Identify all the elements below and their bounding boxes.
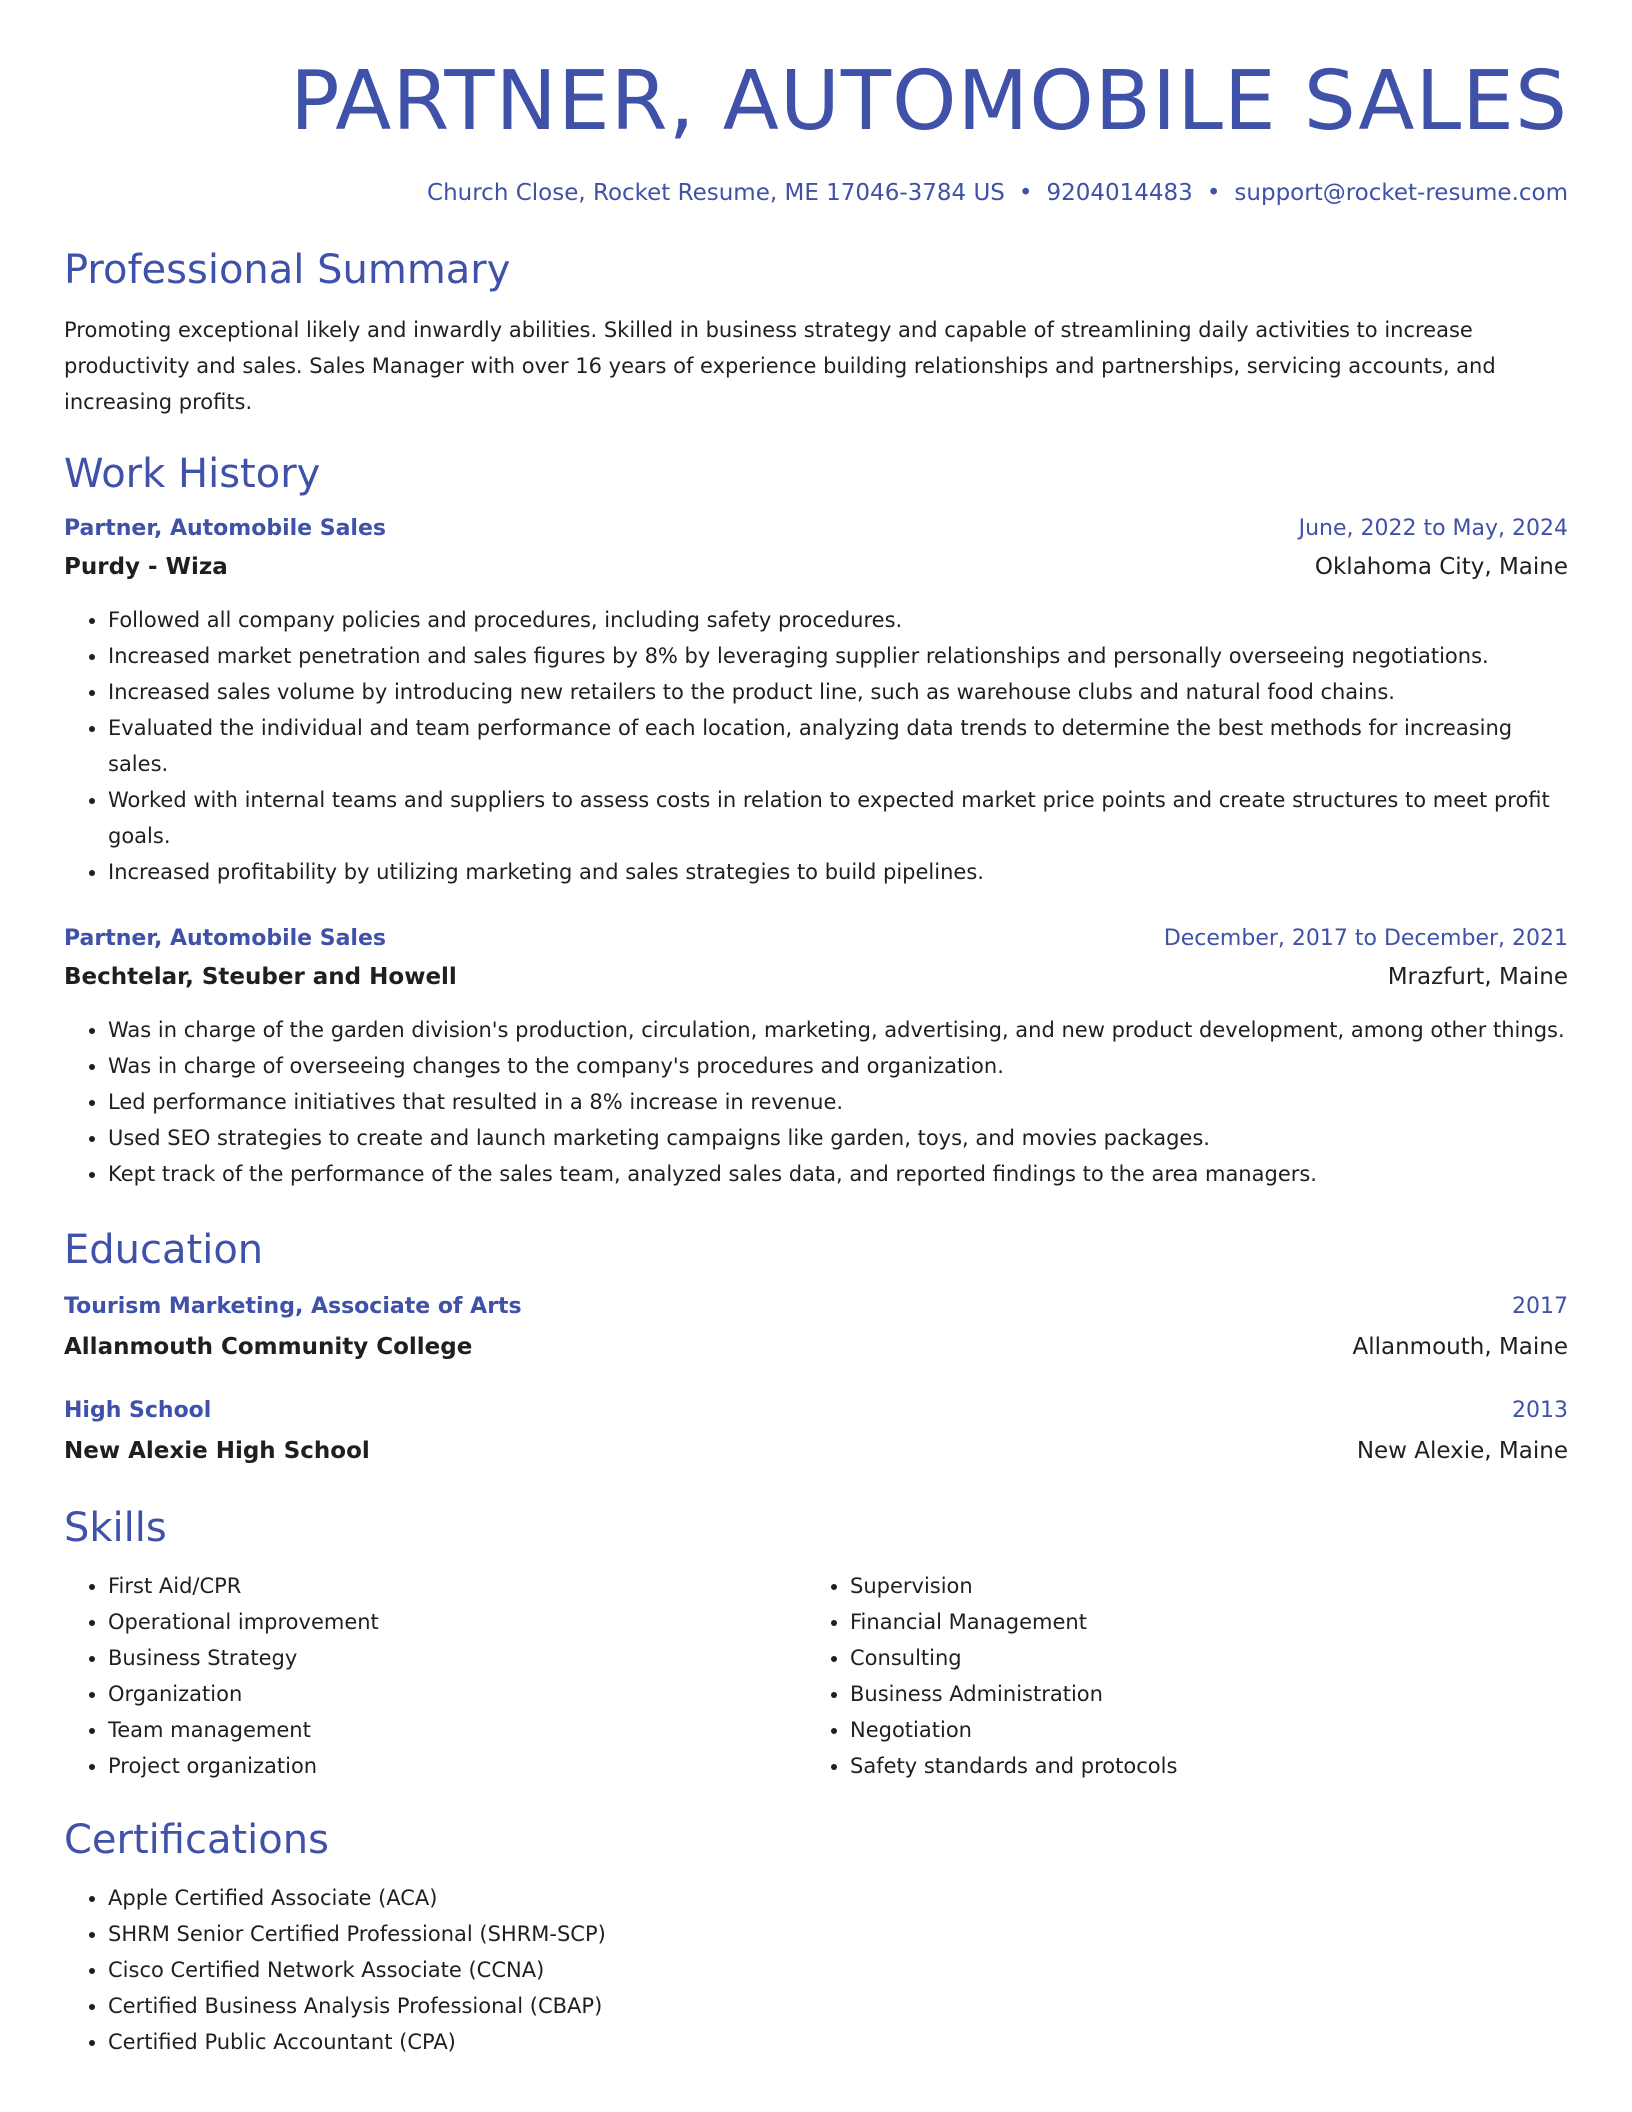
skill-item: • Supervision bbox=[850, 1568, 1548, 1604]
list-item: • Followed all company policies and procedures, including safety procedures. bbox=[108, 602, 1568, 638]
job-header-row bbox=[64, 920, 1568, 958]
contact-address: Church Close, Rocket Resume, ME 17046-3784 US bbox=[427, 180, 1005, 206]
education-degree: High School bbox=[64, 1398, 212, 1423]
education-school: Allanmouth Community College bbox=[64, 1334, 473, 1360]
certification-item: • SHRM Senior Certified Professional (SHRM-SCP) bbox=[108, 1916, 1568, 1952]
skill-item: • First Aid/CPR bbox=[108, 1568, 806, 1604]
certification-item: • Cisco Certified Network Associate (CCNA) bbox=[108, 1952, 1568, 1988]
section-title-certifications: Certifications bbox=[64, 1817, 329, 1863]
contact-line bbox=[64, 178, 1568, 208]
skill-item: • Safety standards and protocols bbox=[850, 1748, 1548, 1784]
skills-list-left bbox=[64, 1568, 806, 1784]
education-school: New Alexie High School bbox=[64, 1438, 370, 1464]
education-school-row bbox=[64, 1430, 1568, 1472]
skills-list-right bbox=[806, 1568, 1548, 1784]
contact-phone: 9204014483 bbox=[1046, 180, 1193, 206]
skill-item: • Business Administration bbox=[850, 1676, 1548, 1712]
contact-separator: • bbox=[1018, 180, 1033, 206]
job-title: Partner, Automobile Sales bbox=[64, 516, 386, 541]
section-title-work-history: Work History bbox=[64, 451, 321, 497]
job-header-row bbox=[64, 510, 1568, 548]
education-school-row bbox=[64, 1326, 1568, 1368]
skill-item: • Operational improvement bbox=[108, 1604, 806, 1640]
contact-separator: • bbox=[1206, 180, 1221, 206]
job-company-row bbox=[64, 958, 1568, 996]
job-company-row bbox=[64, 548, 1568, 586]
skill-item: • Organization bbox=[108, 1676, 806, 1712]
job-location: Oklahoma City, Maine bbox=[1314, 554, 1568, 580]
section-title-summary: Professional Summary bbox=[64, 247, 511, 293]
job-company: Purdy - Wiza bbox=[64, 554, 228, 580]
section-title-education: Education bbox=[64, 1227, 264, 1273]
list-item: • Was in charge of the garden division's production, circulation, marketing, advertising, and new product development, among other things. bbox=[108, 1012, 1568, 1048]
education-year: 2013 bbox=[1512, 1398, 1568, 1423]
education-year: 2017 bbox=[1512, 1294, 1568, 1319]
education-entry bbox=[64, 1392, 1568, 1472]
skill-item: • Negotiation bbox=[850, 1712, 1548, 1748]
job-bullets bbox=[64, 1012, 1568, 1192]
list-item: • Was in charge of overseeing changes to the company's procedures and organization. bbox=[108, 1048, 1568, 1084]
skill-item: • Project organization bbox=[108, 1748, 806, 1784]
job-title: Partner, Automobile Sales bbox=[64, 926, 386, 951]
list-item: • Used SEO strategies to create and launch marketing campaigns like garden, toys, and movies packages. bbox=[108, 1120, 1568, 1156]
education-entry bbox=[64, 1288, 1568, 1368]
certification-item: • Apple Certified Associate (ACA) bbox=[108, 1880, 1568, 1916]
skill-item: • Team management bbox=[108, 1712, 806, 1748]
skill-item: • Business Strategy bbox=[108, 1640, 806, 1676]
education-degree: Tourism Marketing, Associate of Arts bbox=[64, 1294, 522, 1319]
education-location: Allanmouth, Maine bbox=[1352, 1334, 1568, 1360]
job-dates: December, 2017 to December, 2021 bbox=[1163, 926, 1568, 951]
list-item: • Increased profitability by utilizing marketing and sales strategies to build pipelines. bbox=[108, 854, 1568, 890]
certification-item: • Certified Public Accountant (CPA) bbox=[108, 2024, 1568, 2060]
certifications-list bbox=[64, 1880, 1568, 2060]
skill-item: • Consulting bbox=[850, 1640, 1548, 1676]
candidate-name: PARTNER, AUTOMOBILE SALES bbox=[290, 54, 1568, 149]
list-item: • Kept track of the performance of the sales team, analyzed sales data, and reported findings to the area managers. bbox=[108, 1156, 1568, 1192]
list-item: • Worked with internal teams and suppliers to assess costs in relation to expected market price points and create structures to meet profit goals. bbox=[108, 782, 1568, 854]
job-bullets bbox=[64, 602, 1568, 890]
job-location: Mrazfurt, Maine bbox=[1387, 964, 1568, 990]
job-entry bbox=[64, 510, 1568, 890]
list-item: • Increased market penetration and sales figures by 8% by leveraging supplier relationships and personally overseeing negotiations. bbox=[108, 638, 1568, 674]
list-item: • Led performance initiatives that resulted in a 8% increase in revenue. bbox=[108, 1084, 1568, 1120]
job-dates: June, 2022 to May, 2024 bbox=[1298, 516, 1568, 541]
summary-text: Promoting exceptional likely and inwardly abilities. Skilled in business strategy and capable of streamlining daily activities to increase productivity and sales. Sales Manager with over 16 years of experience building relationships and partnerships, servicing accounts, and increasing profits. bbox=[64, 318, 1496, 414]
education-location: New Alexie, Maine bbox=[1356, 1438, 1568, 1464]
skills-grid bbox=[64, 1568, 1568, 1784]
list-item: • Increased sales volume by introducing new retailers to the product line, such as warehouse clubs and natural food chains. bbox=[108, 674, 1568, 710]
contact-email[interactable]: support@rocket-resume.com bbox=[1234, 180, 1568, 206]
job-company: Bechtelar, Steuber and Howell bbox=[64, 964, 457, 990]
resume-page bbox=[64, 0, 1568, 2060]
skill-item: • Financial Management bbox=[850, 1604, 1548, 1640]
list-item: • Evaluated the individual and team performance of each location, analyzing data trends to determine the best methods for increasing sales. bbox=[108, 710, 1568, 782]
education-header-row bbox=[64, 1288, 1568, 1326]
certification-item: • Certified Business Analysis Professional (CBAP) bbox=[108, 1988, 1568, 2024]
education-header-row bbox=[64, 1392, 1568, 1430]
job-entry bbox=[64, 920, 1568, 1192]
section-title-skills: Skills bbox=[64, 1505, 167, 1551]
